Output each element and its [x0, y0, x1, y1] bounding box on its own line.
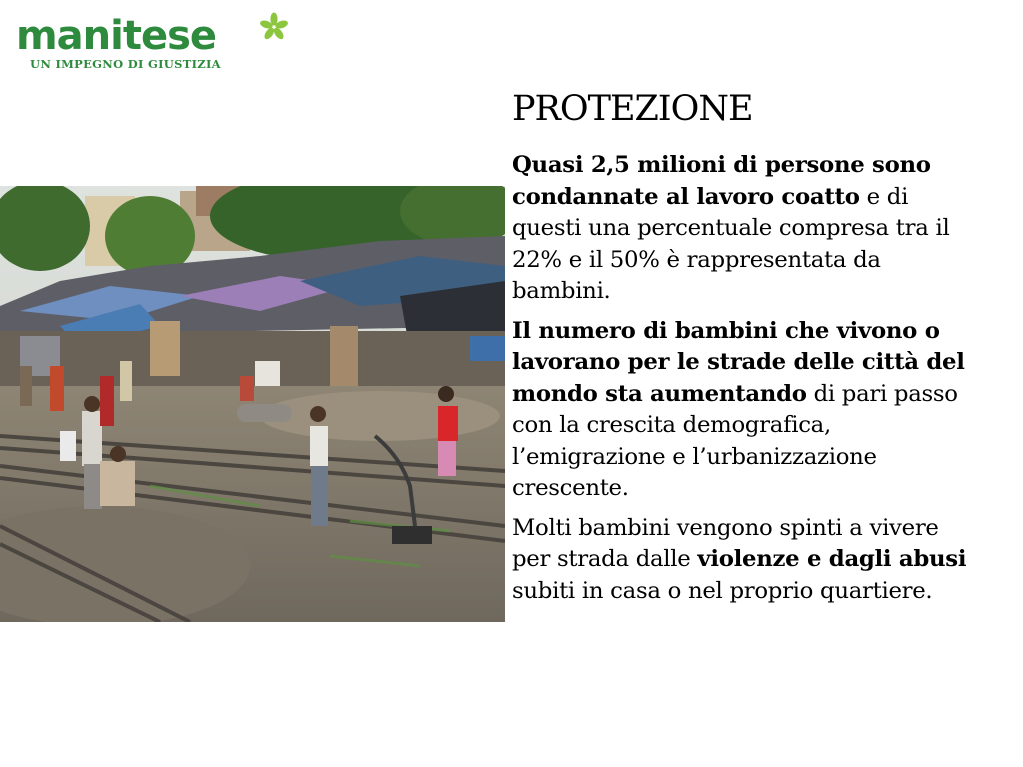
- slide-title: PROTEZIONE: [512, 89, 753, 129]
- paragraph-1-text: e di questi una percentuale compresa tra il 22% e il 50% è rappresentata da bambini.: [512, 183, 950, 304]
- logo-tagline: UN IMPEGNO DI GIUSTIZIA: [30, 57, 221, 71]
- paragraph-2-text: di pari passo con la crescita demografica, l’emigrazione e l’urbanizzazione crescente.: [512, 380, 958, 501]
- logo-wordmark: manitese: [16, 13, 217, 59]
- paragraph-3-bold: violenze e dagli abusi: [697, 546, 967, 572]
- slide-body: [512, 150, 974, 615]
- paragraph-1-bold: Quasi 2,5 milioni di persone sono condannate al lavoro coatto: [512, 152, 931, 210]
- photo-slum-railway-icon: [0, 186, 505, 622]
- paragraph-3-post: subiti in casa o nel proprio quartiere.: [512, 577, 933, 604]
- manitese-logo: [16, 10, 286, 74]
- paragraph-violence: [512, 513, 974, 608]
- paragraph-street-children: [512, 316, 974, 505]
- slum-railway-photo: [0, 186, 505, 622]
- paragraph-forced-labour: [512, 150, 974, 308]
- star-icon: [259, 12, 289, 42]
- paragraph-2-bold: Il numero di bambini che vivono o lavorano per le strade delle città del mondo sta aumentando: [512, 317, 965, 407]
- paragraph-3-pre: Molti bambini vengono spinti a vivere per strada dalle: [512, 514, 939, 572]
